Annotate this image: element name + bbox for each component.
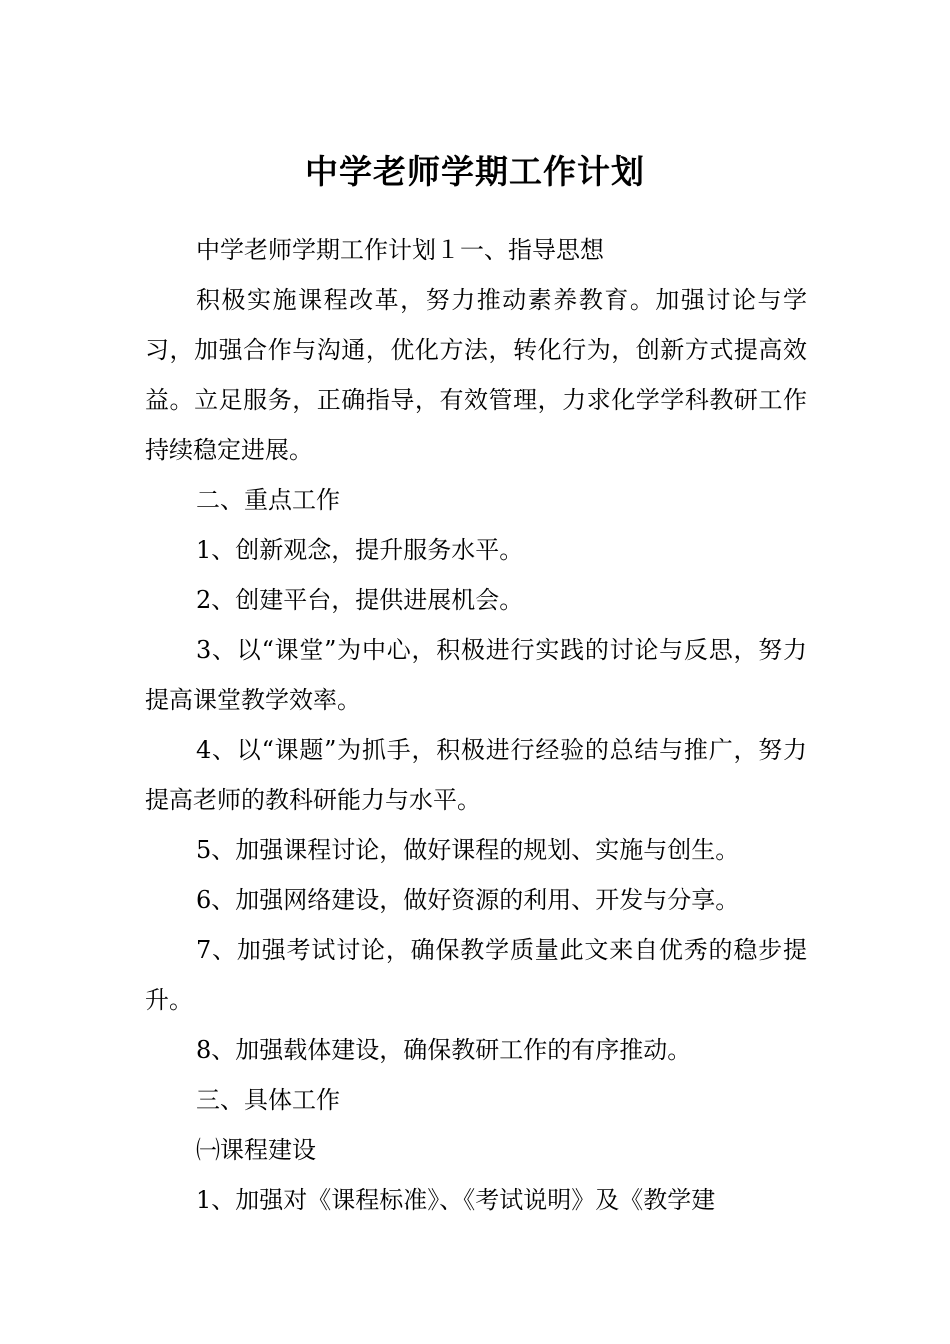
paragraph-heading-key-work: 二、重点工作 <box>196 486 340 514</box>
paragraph-text: 积极实施课程改革，努力推动素养教育。加强讨论与学习，加强合作与沟通，优化方法，转化行为，创新方式提高效益。立足服务，正确指导，有效管理，力求化学学科教研工作持续稳定进展。 <box>145 286 807 464</box>
list-item: 6、加强网络建设，做好资源的利用、开发与分享。 <box>196 886 740 914</box>
paragraph-heading-guiding-ideology: 中学老师学期工作计划１一、指导思想 <box>196 236 604 264</box>
list-item: 7、加强考试讨论，确保教学质量此文来自优秀的稳步提升。 <box>145 936 807 1014</box>
list-item: 3、以“课堂”为中心，积极进行实践的讨论与反思，努力提高课堂教学效率。 <box>145 636 807 714</box>
list-item: 2、创建平台，提供进展机会。 <box>196 586 524 614</box>
paragraph-subheading-course-building: ㈠课程建设 <box>196 1136 316 1164</box>
document-body <box>145 225 807 1225</box>
list-item: 1、加强对《课程标准》、《考试说明》及《教学建 <box>196 1186 716 1214</box>
list-item: 1、创新观念，提升服务水平。 <box>196 536 524 564</box>
list-item: 5、加强课程讨论，做好课程的规划、实施与创生。 <box>196 836 740 864</box>
paragraph-heading-specific-work: 三、具体工作 <box>196 1086 340 1114</box>
list-item: 8、加强载体建设，确保教研工作的有序推动。 <box>196 1036 692 1064</box>
page-title: 中学老师学期工作计划 <box>305 152 645 192</box>
list-item: 4、以“课题”为抓手，积极进行经验的总结与推广，努力提高老师的教科研能力与水平。 <box>145 736 807 814</box>
